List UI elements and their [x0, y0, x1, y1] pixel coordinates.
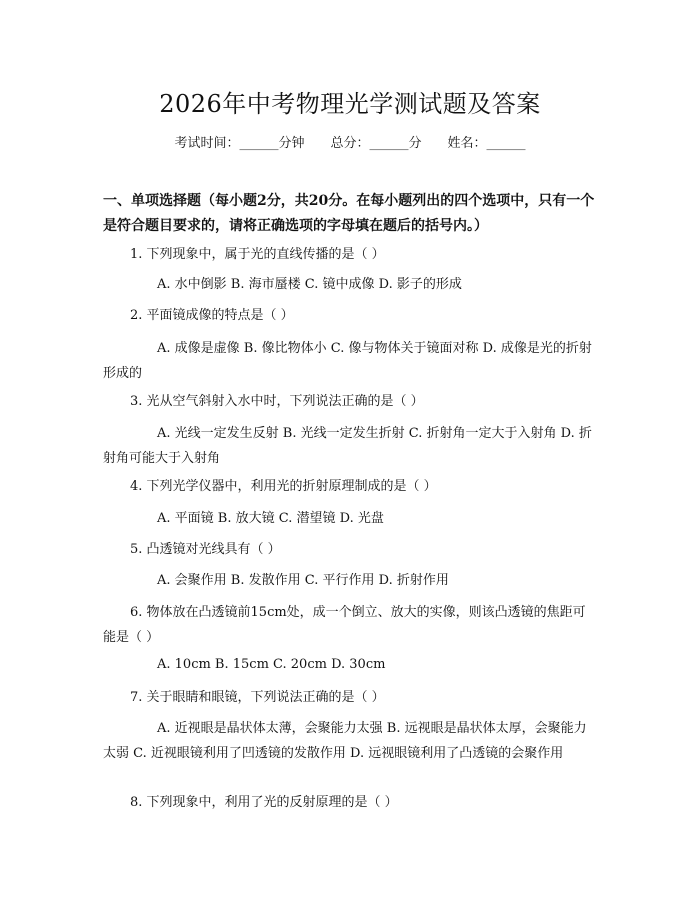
question-5-options [103, 568, 598, 593]
question-options: A. 水中倒影 B. 海市蜃楼 C. 镜中成像 D. 影子的形成 [157, 277, 462, 292]
question-3-options [103, 421, 598, 471]
exam-meta [0, 132, 700, 151]
question-text: 3. 光从空气斜射入水中时，下列说法正确的是（ ） [130, 394, 424, 409]
question-4-options [103, 506, 598, 531]
question-6 [103, 600, 598, 650]
question-options: A. 近视眼是晶状体太薄，会聚能力太强 B. 远视眼是晶状体太厚，会聚能力太弱 C. 近视眼镜利用了凹透镜的发散作用 D. 远视眼镜利用了凸透镜的会聚作用 [103, 721, 587, 761]
question-2-options [103, 336, 598, 386]
question-8 [103, 790, 598, 815]
question-text: 8. 下列现象中，利用了光的反射原理的是（ ） [130, 795, 398, 810]
question-text: 6. 物体放在凸透镜前15cm处，成一个倒立、放大的实像，则该凸透镜的焦距可能是（ ） [103, 605, 586, 645]
exam-time-field: 考试时间：______分钟 [174, 136, 305, 151]
question-options: A. 会聚作用 B. 发散作用 C. 平行作用 D. 折射作用 [157, 573, 449, 588]
question-text: 5. 凸透镜对光线具有（ ） [130, 542, 281, 557]
question-text: 2. 平面镜成像的特点是（ ） [130, 308, 294, 323]
question-4 [103, 474, 598, 499]
section-heading: 一、单项选择题（每小题2分，共20分。在每小题列出的四个选项中，只有一个是符合题目要求的，请将正确选项的字母填在题后的括号内。） [103, 193, 595, 234]
question-7-options [103, 716, 598, 766]
question-options: A. 光线一定发生反射 B. 光线一定发生折射 C. 折射角一定大于入射角 D. 折射角可能大于入射角 [103, 426, 592, 466]
question-7 [103, 685, 598, 710]
name-field: 姓名：______ [447, 136, 526, 151]
question-3 [103, 389, 598, 414]
question-text: 4. 下列光学仪器中，利用光的折射原理制成的是（ ） [130, 479, 437, 494]
question-6-options [103, 652, 598, 677]
question-2 [103, 303, 598, 328]
question-options: A. 平面镜 B. 放大镜 C. 潜望镜 D. 光盘 [157, 511, 384, 526]
question-5 [103, 537, 598, 562]
page-title: 2026年中考物理光学测试题及答案 [159, 90, 541, 118]
question-options: A. 成像是虚像 B. 像比物体小 C. 像与物体关于镜面对称 D. 成像是光的折射形成的 [103, 341, 592, 381]
question-text: 1. 下列现象中，属于光的直线传播的是（ ） [130, 247, 385, 262]
total-score-field: 总分：______分 [330, 136, 422, 151]
question-1 [103, 242, 598, 267]
question-text: 7. 关于眼睛和眼镜，下列说法正确的是（ ） [130, 690, 385, 705]
question-1-options [103, 272, 598, 297]
question-options: A. 10cm B. 15cm C. 20cm D. 30cm [157, 657, 386, 672]
